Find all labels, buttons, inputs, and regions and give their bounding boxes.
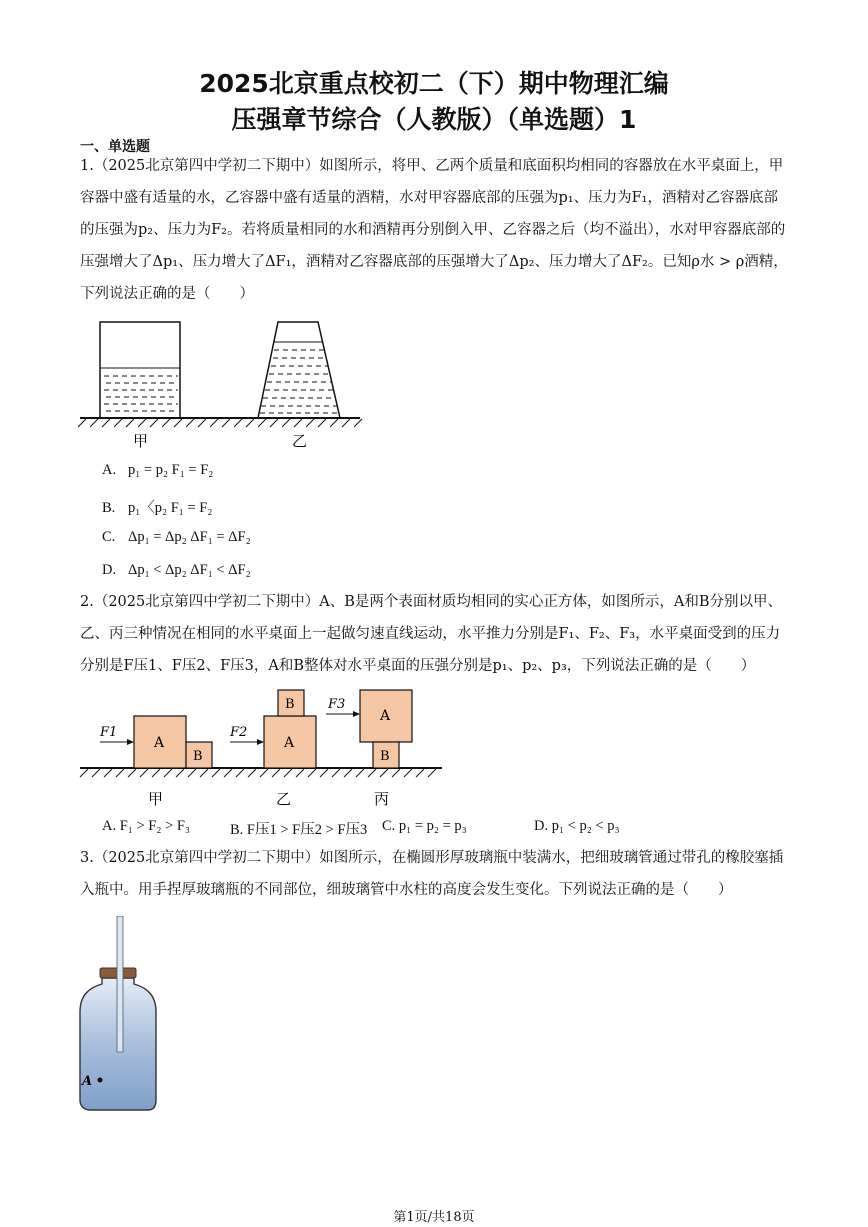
svg-text:B: B xyxy=(380,749,390,764)
option-label: D. xyxy=(534,818,549,834)
option-label: C. xyxy=(102,529,116,545)
figure-label-yi: 乙 xyxy=(276,790,292,808)
page-footer: 第1页/共18页 xyxy=(393,1210,475,1225)
option-text: p₁〈p₂ F₁ = F₂ xyxy=(128,500,213,516)
option-text: F₁ > F₂ > F₃ xyxy=(119,818,190,834)
section-title: 一、单选题 xyxy=(80,139,150,155)
figure-label-jia: 甲 xyxy=(148,790,164,808)
question-3-figure-bottle xyxy=(72,916,168,1116)
question-1-text: 1.（2025北京第四中学初二下期中）如图所示，将甲、乙两个质量和底面积均相同的容器放在水平桌面上，甲容器中盛有适量的水，乙容器中盛有适量的酒精，水对甲容器底部的压强为p₁、压力为F₁，酒精对乙容器底部的压强为p₂、压力为F₂。若将质量相同的水和酒精再分别倒入甲、乙容器之后（均不溢出），水对甲容器底部的压强增大了Δp₁、压力增大了ΔF₁，酒精对乙容器底部的压强增大了Δp₂、压力增大了ΔF₂。已知ρ水 > ρ酒精，下列说法正确的是（ ） xyxy=(80,158,788,302)
container-yi xyxy=(258,322,340,418)
option-label: C. xyxy=(382,818,396,834)
q1-option-a[interactable] xyxy=(102,462,213,479)
svg-text:F3: F3 xyxy=(328,697,346,712)
svg-text:A: A xyxy=(380,708,391,724)
q1-option-d[interactable] xyxy=(102,562,251,579)
q1-option-c[interactable] xyxy=(102,529,251,546)
q2-option-d[interactable] xyxy=(534,818,620,835)
figure-label-yi: 乙 xyxy=(292,432,308,450)
question-3-text: 3.（2025北京第四中学初二下期中）如图所示，在椭圆形厚玻璃瓶中装满水，把细玻璃管通过带孔的橡胶塞插入瓶中。用手捏厚玻璃瓶的不同部位，细玻璃管中水柱的高度会发生变化。下列说法正确的是（ ） xyxy=(80,850,784,898)
option-text: Δp₁ = Δp₂ ΔF₁ = ΔF₂ xyxy=(128,529,251,545)
question-2-figure xyxy=(78,688,448,810)
svg-text:F2: F2 xyxy=(230,725,248,740)
page-title-line2: 压强章节综合（人教版）（单选题）1 xyxy=(231,105,637,134)
svg-text:B: B xyxy=(193,749,203,764)
q2-option-c[interactable] xyxy=(382,818,467,835)
svg-text:A: A xyxy=(154,735,165,751)
option-label: D. xyxy=(102,562,117,578)
option-text: p₁ = p₂ F₁ = F₂ xyxy=(128,462,214,478)
page-title-line1: 2025北京重点校初二（下）期中物理汇编 xyxy=(199,69,669,98)
q2-option-a[interactable] xyxy=(102,818,190,835)
option-label: A. xyxy=(102,462,117,478)
question-2-text: 2.（2025北京第四中学初二下期中）A、B是两个表面材质均相同的实心正方体，如图所示，A和B分别以甲、乙、丙三种情况在相同的水平桌面上一起做匀速直线运动，水平推力分别是F₁、F₂、F₃，水平桌面受到的压力分别是F压1、F压2、F压3，A和B整体对水平桌面的压强分别是p₁、p₂、p₃，下列说法正确的是（ ） xyxy=(80,594,782,674)
svg-text:A: A xyxy=(284,735,295,751)
option-text: Δp₁ < Δp₂ ΔF₁ < ΔF₂ xyxy=(128,562,251,578)
q1-option-b[interactable] xyxy=(102,496,212,517)
figure-label-jia: 甲 xyxy=(133,432,149,450)
q2-option-b[interactable] xyxy=(230,818,367,839)
glass-tube xyxy=(117,916,123,1052)
svg-text:B: B xyxy=(285,697,295,712)
option-label: A. xyxy=(102,818,117,834)
svg-text:F1: F1 xyxy=(100,725,118,740)
option-text: p₁ < p₂ < p₃ xyxy=(551,818,620,834)
figure-label-bing: 丙 xyxy=(374,790,390,808)
option-label: B. xyxy=(102,500,116,516)
question-1-figure xyxy=(78,318,368,454)
point-a-label: A xyxy=(82,1074,93,1089)
option-text: p₁ = p₂ = p₃ xyxy=(398,818,467,834)
option-text: F压1 > F压2 > F压3 xyxy=(246,822,368,838)
option-label: B. xyxy=(230,822,244,838)
